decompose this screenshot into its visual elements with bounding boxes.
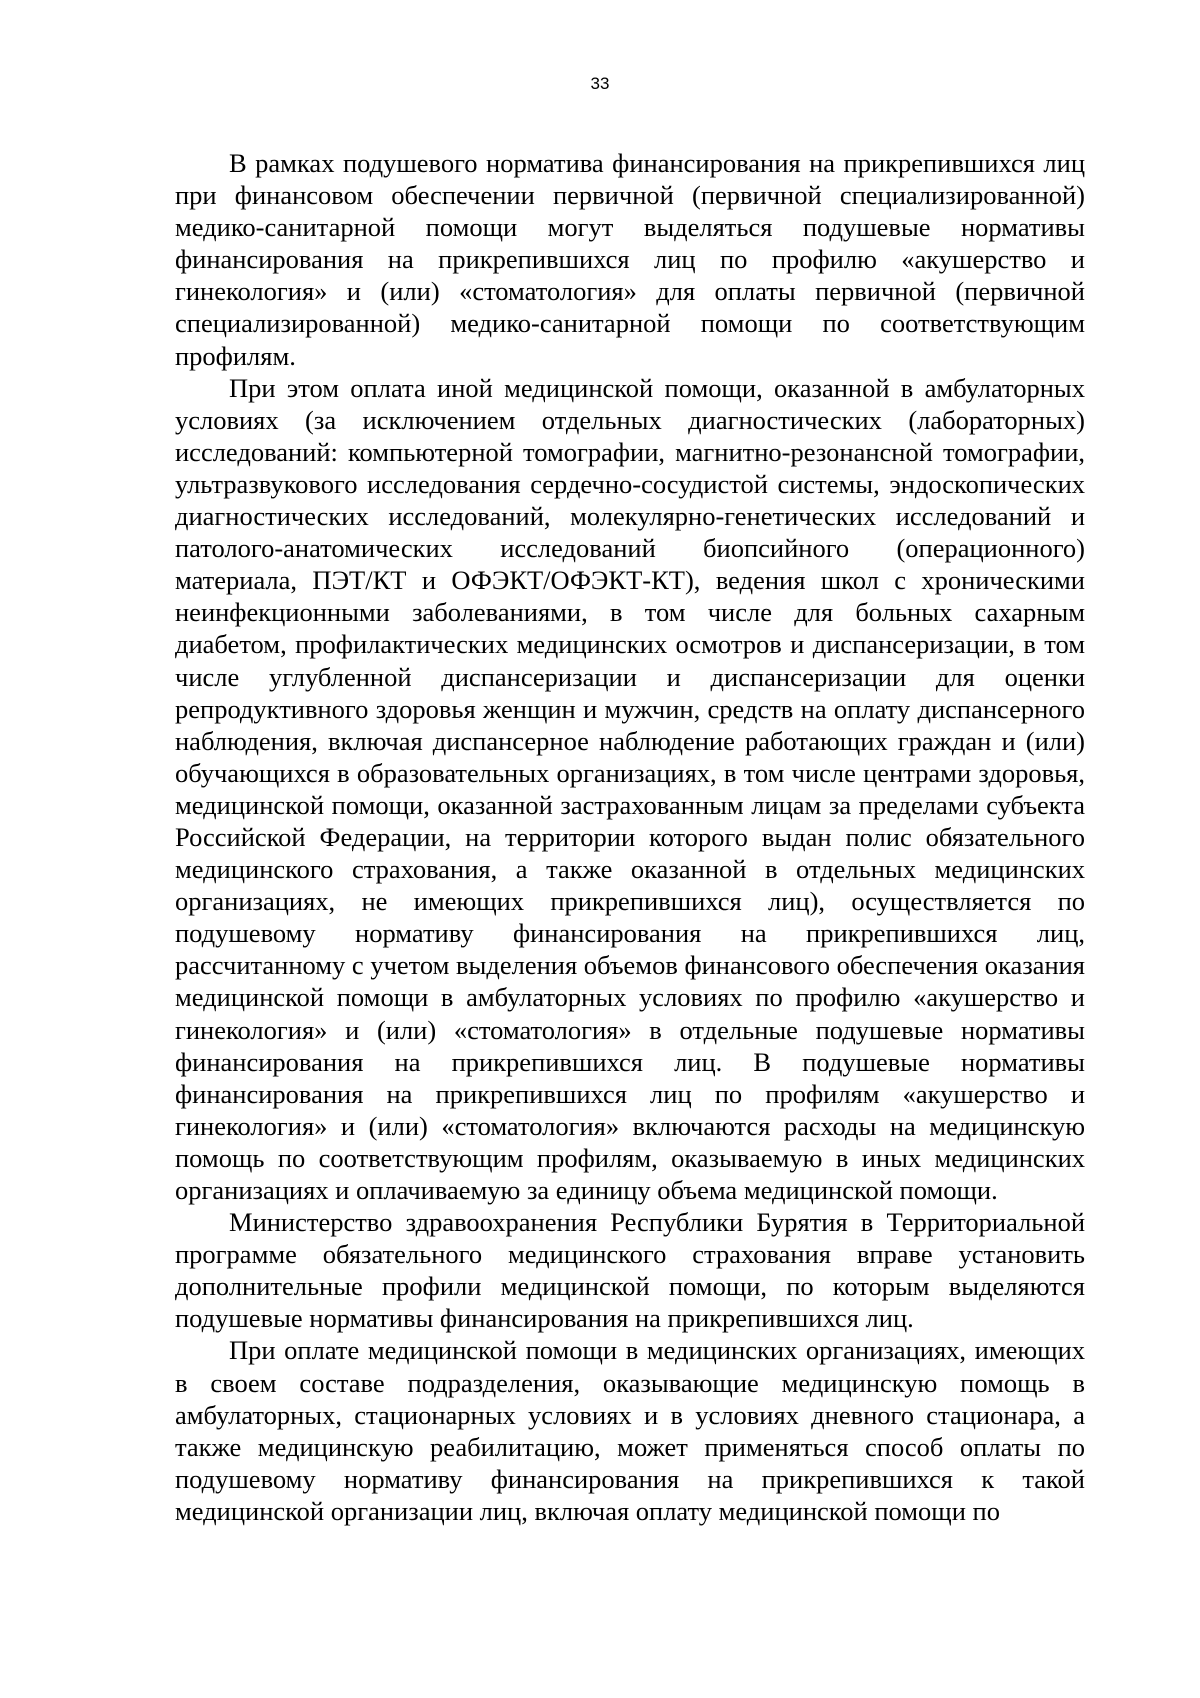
paragraph-2: При этом оплата иной медицинской помощи, оказанной в амбулаторных условиях (за исключением отдельных диагностических (лабораторных) исследований: компьютерной томографии, магнитно-резонансной томографии, ультразвукового исследования сердечно-сосудистой системы, эндоскопических диагностических исследований, молекулярно-генетических исследований и патолого-анатомических исследований биопсийного (операционного) материала, ПЭТ/КТ и ОФЭКТ/ОФЭКТ-КТ), ведения школ с хроническими неинфекционными заболеваниями, в том числе для больных сахарным диабетом, профилактических медицинских осмотров и диспансеризации, в том числе углубленной диспансеризации и диспансеризации для оценки репродуктивного здоровья женщин и мужчин, средств на оплату диспансерного наблюдения, включая диспансерное наблюдение работающих граждан и (или) обучающихся в образовательных организациях, в том числе центрами здоровья, медицинской помощи, оказанной застрахованным лицам за пределами субъекта Российской Федерации, на территории которого выдан полис обязательного медицинского страхования, а также оказанной в отдельных медицинских организациях, не имеющих прикрепившихся лиц), осуществляется по подушевому нормативу финансирования на прикрепившихся лиц, рассчитанному с учетом выделения объемов финансового обеспечения оказания медицинской помощи в амбулаторных условиях по профилю «акушерство и гинекология» и (или) «стоматология» в отдельные подушевые нормативы финансирования на прикрепившихся лиц. В подушевые нормативы финансирования на прикрепившихся лиц по профилям «акушерство и гинекология» и (или) «стоматология» включаются расходы на медицинскую помощь по соответствующим профилям, оказываемую в иных медицинских организациях и оплачиваемую за единицу объема медицинской помощи. <box>175 372 1085 1205</box>
page-number: 33 <box>590 74 610 93</box>
body-text <box>175 147 1085 1527</box>
paragraph-1: В рамках подушевого норматива финансирования на прикрепившихся лиц при финансовом обеспечении первичной (первичной специализированной) медико-санитарной помощи могут выделяться подушевые нормативы финансирования на прикрепившихся лиц по профилю «акушерство и гинекология» и (или) «стоматология» для оплаты первичной (первичной специализированной) медико-санитарной помощи по соответствующим профилям. <box>175 148 1085 371</box>
paragraph-4: При оплате медицинской помощи в медицинских организациях, имеющих в своем составе подразделения, оказывающие медицинскую помощь в амбулаторных, стационарных условиях и в условиях дневного стационара, а также медицинскую реабилитацию, может применяться способ оплаты по подушевому нормативу финансирования на прикрепившихся к такой медицинской организации лиц, включая оплату медицинской помощи по <box>175 1335 1085 1526</box>
paragraph-3: Министерство здравоохранения Республики Бурятия в Территориальной программе обязательного медицинского страхования вправе установить дополнительные профили медицинской помощи, по которым выделяются подушевые нормативы финансирования на прикрепившихся лиц. <box>175 1207 1085 1334</box>
